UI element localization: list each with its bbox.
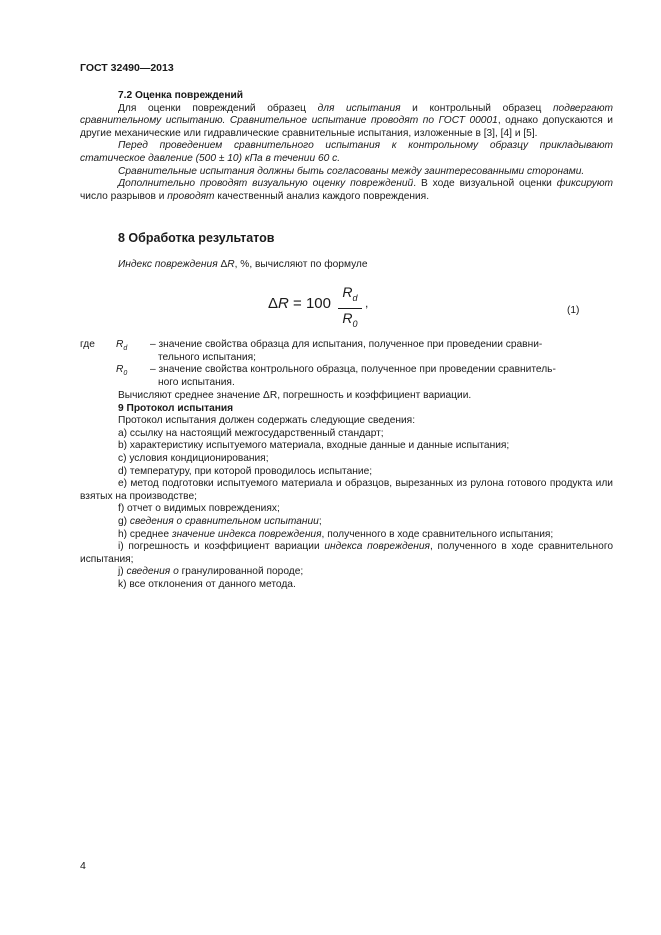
formula-variable: R (342, 309, 353, 326)
list-item: е) метод подготовки испытуемого материала и образцов, вырезанных из рулона готового продукта или взятых на производстве; (80, 478, 613, 502)
text-run: число разрывов и (80, 190, 168, 202)
text-run-italic: проводят (167, 190, 215, 202)
formula-fraction (338, 284, 362, 332)
standard-code: ГОСТ 32490—2013 (80, 62, 174, 74)
definition-line: тельного испытания; (158, 351, 256, 363)
list-item (80, 566, 613, 579)
section-7-2-paragraph-1 (80, 103, 613, 141)
formula-subscript: d (352, 292, 358, 303)
text-run-italic: R (227, 259, 235, 270)
formula-intro (118, 259, 368, 270)
text-run: Δ (217, 259, 228, 270)
list-item: d) температуру, при которой проводилось испытание; (118, 465, 373, 477)
formula-variable: R (342, 284, 353, 300)
text-run: h) среднее (118, 528, 172, 540)
text-run: , %, вычисляют по формуле (234, 259, 368, 270)
text-run-italic: Сравнительные испытания должны быть согласованы между заинтересованными сторонами. (118, 165, 585, 177)
formula-coefficient: = 100 (288, 295, 331, 312)
definition-line: – значение свойства контрольного образца, полученное при проведении сравнитель- (150, 364, 556, 376)
text-run-italic: индекса повреждения (324, 541, 430, 553)
page-number: 4 (80, 860, 86, 872)
definition-symbol (116, 364, 127, 381)
delta-symbol: Δ (268, 295, 279, 312)
text-run-italic: сведения о сравнительном испытании (129, 515, 319, 527)
text-run: g) (118, 515, 130, 527)
fraction-bar (338, 308, 362, 309)
symbol-subscript: d (123, 345, 128, 353)
section-7-2 (80, 90, 613, 203)
symbol-letter: R (116, 339, 124, 350)
definition-text (150, 339, 613, 364)
section-7-2-paragraph-3 (80, 166, 613, 179)
text-run: i) погрешность и коэффициент вариации (118, 541, 325, 553)
text-run-italic: для испытания (317, 102, 401, 114)
symbol-letter: R (116, 364, 124, 376)
text-run: гранулированной породе; (178, 566, 304, 578)
definition-text (150, 364, 613, 389)
definition-line: – значение свойства образца для испытания, полученное при проведении сравни- (150, 339, 543, 350)
text-run-italic: Индекс повреждения (118, 259, 218, 270)
text-run: j) (118, 566, 127, 578)
list-item (80, 541, 613, 566)
text-run: и контрольный образец (400, 102, 553, 114)
protocol-intro: Протокол испытания должен содержать следующие сведения: (118, 415, 416, 427)
section-9 (80, 390, 613, 592)
formula-subscript: 0 (352, 318, 358, 329)
list-item (80, 529, 613, 542)
list-item (80, 516, 613, 529)
definition-row (80, 364, 613, 389)
closing-sentence: Вычисляют среднее значение ΔR, погрешность и коэффициент вариации. (118, 390, 472, 401)
list-item: с) условия кондиционирования; (118, 452, 269, 464)
definition-row (80, 339, 613, 364)
list-item: f) отчет о видимых повреждениях; (118, 503, 280, 515)
formula-variable: R (278, 295, 289, 312)
list-item: а) ссылку на настоящий межгосударственный стандарт; (118, 427, 384, 439)
definition-symbol (116, 339, 127, 356)
text-run-italic: сведения о (126, 566, 179, 578)
section-7-2-paragraph-2 (80, 140, 613, 165)
text-run: качественный анализ каждого повреждения. (214, 190, 430, 202)
text-run: , полученного в ходе сравнительного испытания; (321, 528, 554, 540)
where-definitions (80, 339, 613, 389)
text-run-italic: Дополнительно проводят визуальную оценку повреждений (118, 178, 414, 190)
section-8-heading: 8 Обработка результатов (118, 231, 275, 245)
text-run-italic: Перед проведением сравнительного испытания к контрольному образцу прикладывают статическое давление (500 ± 10) кПа в течении 60 с. (80, 140, 613, 164)
text-run-italic: значение индекса повреждения (171, 528, 322, 540)
formula-comma: , (365, 296, 369, 310)
text-run: ; (318, 515, 322, 527)
section-7-2-paragraph-4 (80, 178, 613, 203)
text-run: , однако допускаются и другие механические или гидравлические сравнительные испытания, изложенные в [3], [4] и [5]. (80, 115, 613, 139)
text-run: , полученного в ходе сравнительного испытания; (80, 541, 613, 565)
text-run-italic: фиксируют (556, 178, 613, 190)
formula-denominator (338, 310, 362, 332)
damage-index-formula (268, 284, 378, 329)
definition-line: ного испытания. (158, 376, 235, 388)
text-run: . В ходе визуальной оценки (413, 178, 557, 190)
text-run: Для оценки повреждений образец (118, 102, 318, 114)
list-item: k) все отклонения от данного метода. (118, 578, 296, 590)
formula-numerator (338, 284, 362, 306)
formula-lhs (268, 295, 331, 312)
where-word: где (80, 339, 95, 350)
section-9-heading: 9 Протокол испытания (118, 402, 234, 414)
symbol-subscript: 0 (123, 370, 128, 378)
equation-number: (1) (567, 305, 580, 316)
list-item: b) характеристику испытуемого материала, входные данные и данные испытания; (118, 440, 510, 452)
text-run-italic: подвергают сравнительному испытанию. Сравнительное испытание проводят по ГОСТ 00001 (80, 102, 613, 127)
section-7-2-heading: 7.2 Оценка повреждений (118, 90, 244, 101)
